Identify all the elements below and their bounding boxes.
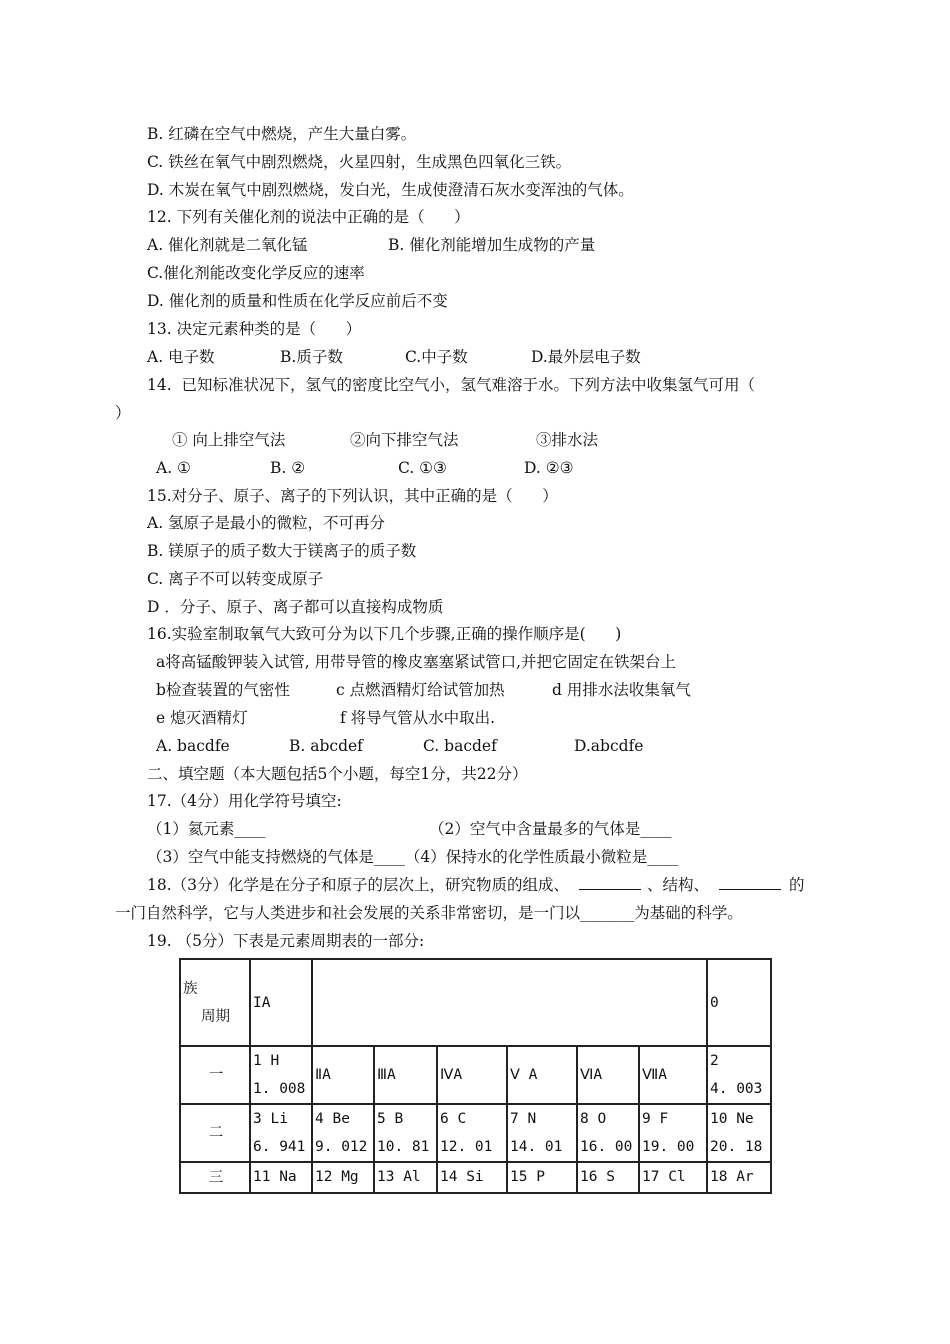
element-mass: 12. 01 <box>440 1139 493 1155</box>
q18-blank-1 <box>579 875 641 890</box>
q15-option-a: A. 氢原子是最小的微粒，不可再分 <box>147 514 386 532</box>
header-group-label: 族 <box>183 980 198 997</box>
element-cell <box>250 1104 312 1162</box>
table-row <box>180 1046 771 1104</box>
q18-text-c: 的 <box>789 876 805 894</box>
element-cell-h <box>250 1046 312 1104</box>
q12-option-d: D. 催化剂的质量和性质在化学反应前后不变 <box>147 292 448 310</box>
element-symbol: 5 B <box>377 1111 404 1127</box>
element-symbol: 9 F <box>642 1111 669 1127</box>
element-symbol: 4 Be <box>315 1111 350 1127</box>
element-symbol: 8 O <box>580 1111 607 1127</box>
q12-option-b: B. 催化剂能增加生成物的产量 <box>388 236 596 254</box>
q14-method-1: ① 向上排空气法 <box>172 431 286 449</box>
group-label-cell: Ⅴ A <box>507 1046 577 1104</box>
q18-blank-2 <box>719 875 781 890</box>
q18-text-a: 18.（3分）化学是在分子和原子的层次上，研究物质的组成、 <box>147 876 570 894</box>
element-cell <box>437 1104 507 1162</box>
header-cell <box>180 959 250 1046</box>
element-symbol: 3 Li <box>253 1111 288 1127</box>
q14-option-c: C. ①③ <box>398 459 447 477</box>
element-cell <box>312 1104 374 1162</box>
q17-part-2: （2）空气中含量最多的气体是____ <box>429 820 672 838</box>
q16-step-b: b检查装置的气密性 <box>156 681 290 699</box>
q13-option-d: D.最外层电子数 <box>531 348 641 366</box>
element-mass: 1. 008 <box>253 1081 306 1097</box>
q14-option-b: B. ② <box>270 459 306 477</box>
element-mass: 19. 00 <box>642 1139 695 1155</box>
q16-step-e: e 熄灭酒精灯 <box>156 709 248 727</box>
element-cell: 16 S <box>577 1162 639 1193</box>
q18-text-b: 、结构、 <box>647 876 710 894</box>
q13-option-a: A. 电子数 <box>147 348 215 366</box>
q14-stem: 14. 已知标准状况下，氢气的密度比空气小，氢气难溶于水。下列方法中收集氢气可用（ <box>147 376 756 394</box>
element-cell: 14 Si <box>437 1162 507 1193</box>
group-ia-cell: IA <box>250 959 312 1046</box>
element-mass: 4. 003 <box>710 1081 763 1097</box>
element-cell: 11 Na <box>250 1162 312 1193</box>
element-cell: 17 Cl <box>639 1162 707 1193</box>
q13-stem: 13. 决定元素种类的是（ ） <box>147 320 362 338</box>
element-cell: 12 Mg <box>312 1162 374 1193</box>
element-symbol: 2 <box>710 1053 719 1069</box>
element-mass: 16. 00 <box>580 1139 633 1155</box>
q16-option-a: A. bacdfe <box>156 737 230 755</box>
q16-option-b: B. abcdef <box>289 737 363 755</box>
element-cell <box>507 1104 577 1162</box>
q13-option-b: B.质子数 <box>280 348 343 366</box>
q14-option-a: A. ① <box>156 459 191 477</box>
q16-option-d: D.abcdfe <box>574 737 644 755</box>
group-label-cell: ⅢA <box>374 1046 437 1104</box>
period-label: 一 <box>180 1046 250 1104</box>
element-mass: 10. 81 <box>377 1139 430 1155</box>
group-zero-cell: 0 <box>707 959 771 1046</box>
element-symbol: 6 C <box>440 1111 467 1127</box>
q18-line-2: 一门自然科学，它与人类进步和社会发展的关系非常密切，是一门以_______为基础的科学。 <box>115 904 743 922</box>
element-cell <box>707 1104 771 1162</box>
table-row <box>180 1104 771 1162</box>
q14-stem-end: ） <box>115 404 131 422</box>
q12-option-c: C.催化剂能改变化学反应的速率 <box>147 264 365 282</box>
element-cell: 13 Al <box>374 1162 437 1193</box>
q13-option-c: C.中子数 <box>405 348 468 366</box>
q11-option-d: D. 木炭在氧气中剧烈燃烧，发白光，生成使澄清石灰水变浑浊的气体。 <box>147 181 634 199</box>
q11-option-b: B. 红磷在空气中燃烧，产生大量白雾。 <box>147 125 417 143</box>
q15-option-b: B. 镁原子的质子数大于镁离子的质子数 <box>147 542 417 560</box>
q19-stem: 19. （5分）下表是元素周期表的一部分: <box>147 932 425 950</box>
section-two-heading: 二、填空题（本大题包括5个小题，每空1分，共22分） <box>147 765 528 783</box>
q17-stem: 17.（4分）用化学符号填空: <box>147 792 342 810</box>
element-symbol: 10 Ne <box>710 1111 754 1127</box>
q17-part-1: （1）氦元素____ <box>147 820 266 838</box>
element-cell <box>374 1104 437 1162</box>
q12-option-a: A. 催化剂就是二氧化锰 <box>147 236 308 254</box>
group-label-cell: ⅦA <box>639 1046 707 1104</box>
q12-stem: 12. 下列有关催化剂的说法中正确的是（ ） <box>147 208 470 226</box>
element-mass: 14. 01 <box>510 1139 563 1155</box>
element-symbol: 1 H <box>253 1053 280 1069</box>
periodic-table <box>179 958 772 1194</box>
q18-line-1 <box>147 875 805 895</box>
q16-stem: 16.实验室制取氧气大致可分为以下几个步骤,正确的操作顺序是( ) <box>147 625 622 643</box>
header-period-label: 周期 <box>201 1008 230 1025</box>
element-mass: 6. 941 <box>253 1139 306 1155</box>
group-label-cell: ⅥA <box>577 1046 639 1104</box>
q16-option-c: C. bacdef <box>423 737 497 755</box>
q15-stem: 15.对分子、原子、离子的下列认识，其中正确的是（ ） <box>147 487 558 505</box>
element-cell: 15 P <box>507 1162 577 1193</box>
period-label: 三 <box>180 1162 250 1193</box>
group-label-cell: ⅡA <box>312 1046 374 1104</box>
group-header-blank <box>312 959 707 1046</box>
group-label-cell: ⅣA <box>437 1046 507 1104</box>
q14-option-d: D. ②③ <box>524 459 574 477</box>
q15-option-c: C. 离子不可以转变成原子 <box>147 570 324 588</box>
q16-step-f: f 将导气管从水中取出. <box>340 709 496 727</box>
element-mass: 9. 012 <box>315 1139 368 1155</box>
table-header-row <box>180 959 771 1046</box>
q16-step-c: c 点燃酒精灯给试管加热 <box>336 681 505 699</box>
q14-method-2: ②向下排空气法 <box>350 431 459 449</box>
element-symbol: 7 N <box>510 1111 537 1127</box>
element-cell: 18 Ar <box>707 1162 771 1193</box>
table-row <box>180 1162 771 1193</box>
element-mass: 20. 18 <box>710 1139 763 1155</box>
element-cell <box>577 1104 639 1162</box>
q16-step-d: d 用排水法收集氧气 <box>552 681 691 699</box>
period-label: 二 <box>180 1104 250 1162</box>
q16-step-a: a将高锰酸钾装入试管, 用带导管的橡皮塞塞紧试管口,并把它固定在铁架台上 <box>156 653 677 671</box>
q14-method-3: ③排水法 <box>536 431 599 449</box>
q11-option-c: C. 铁丝在氧气中剧烈燃烧，火星四射，生成黑色四氧化三铁。 <box>147 153 572 171</box>
element-cell-he <box>707 1046 771 1104</box>
q15-option-d: D ．分子、原子、离子都可以直接构成物质 <box>147 598 444 616</box>
element-cell <box>639 1104 707 1162</box>
q17-part-3-4: （3）空气中能支持燃烧的气体是____（4）保持水的化学性质最小微粒是____ <box>147 848 679 866</box>
